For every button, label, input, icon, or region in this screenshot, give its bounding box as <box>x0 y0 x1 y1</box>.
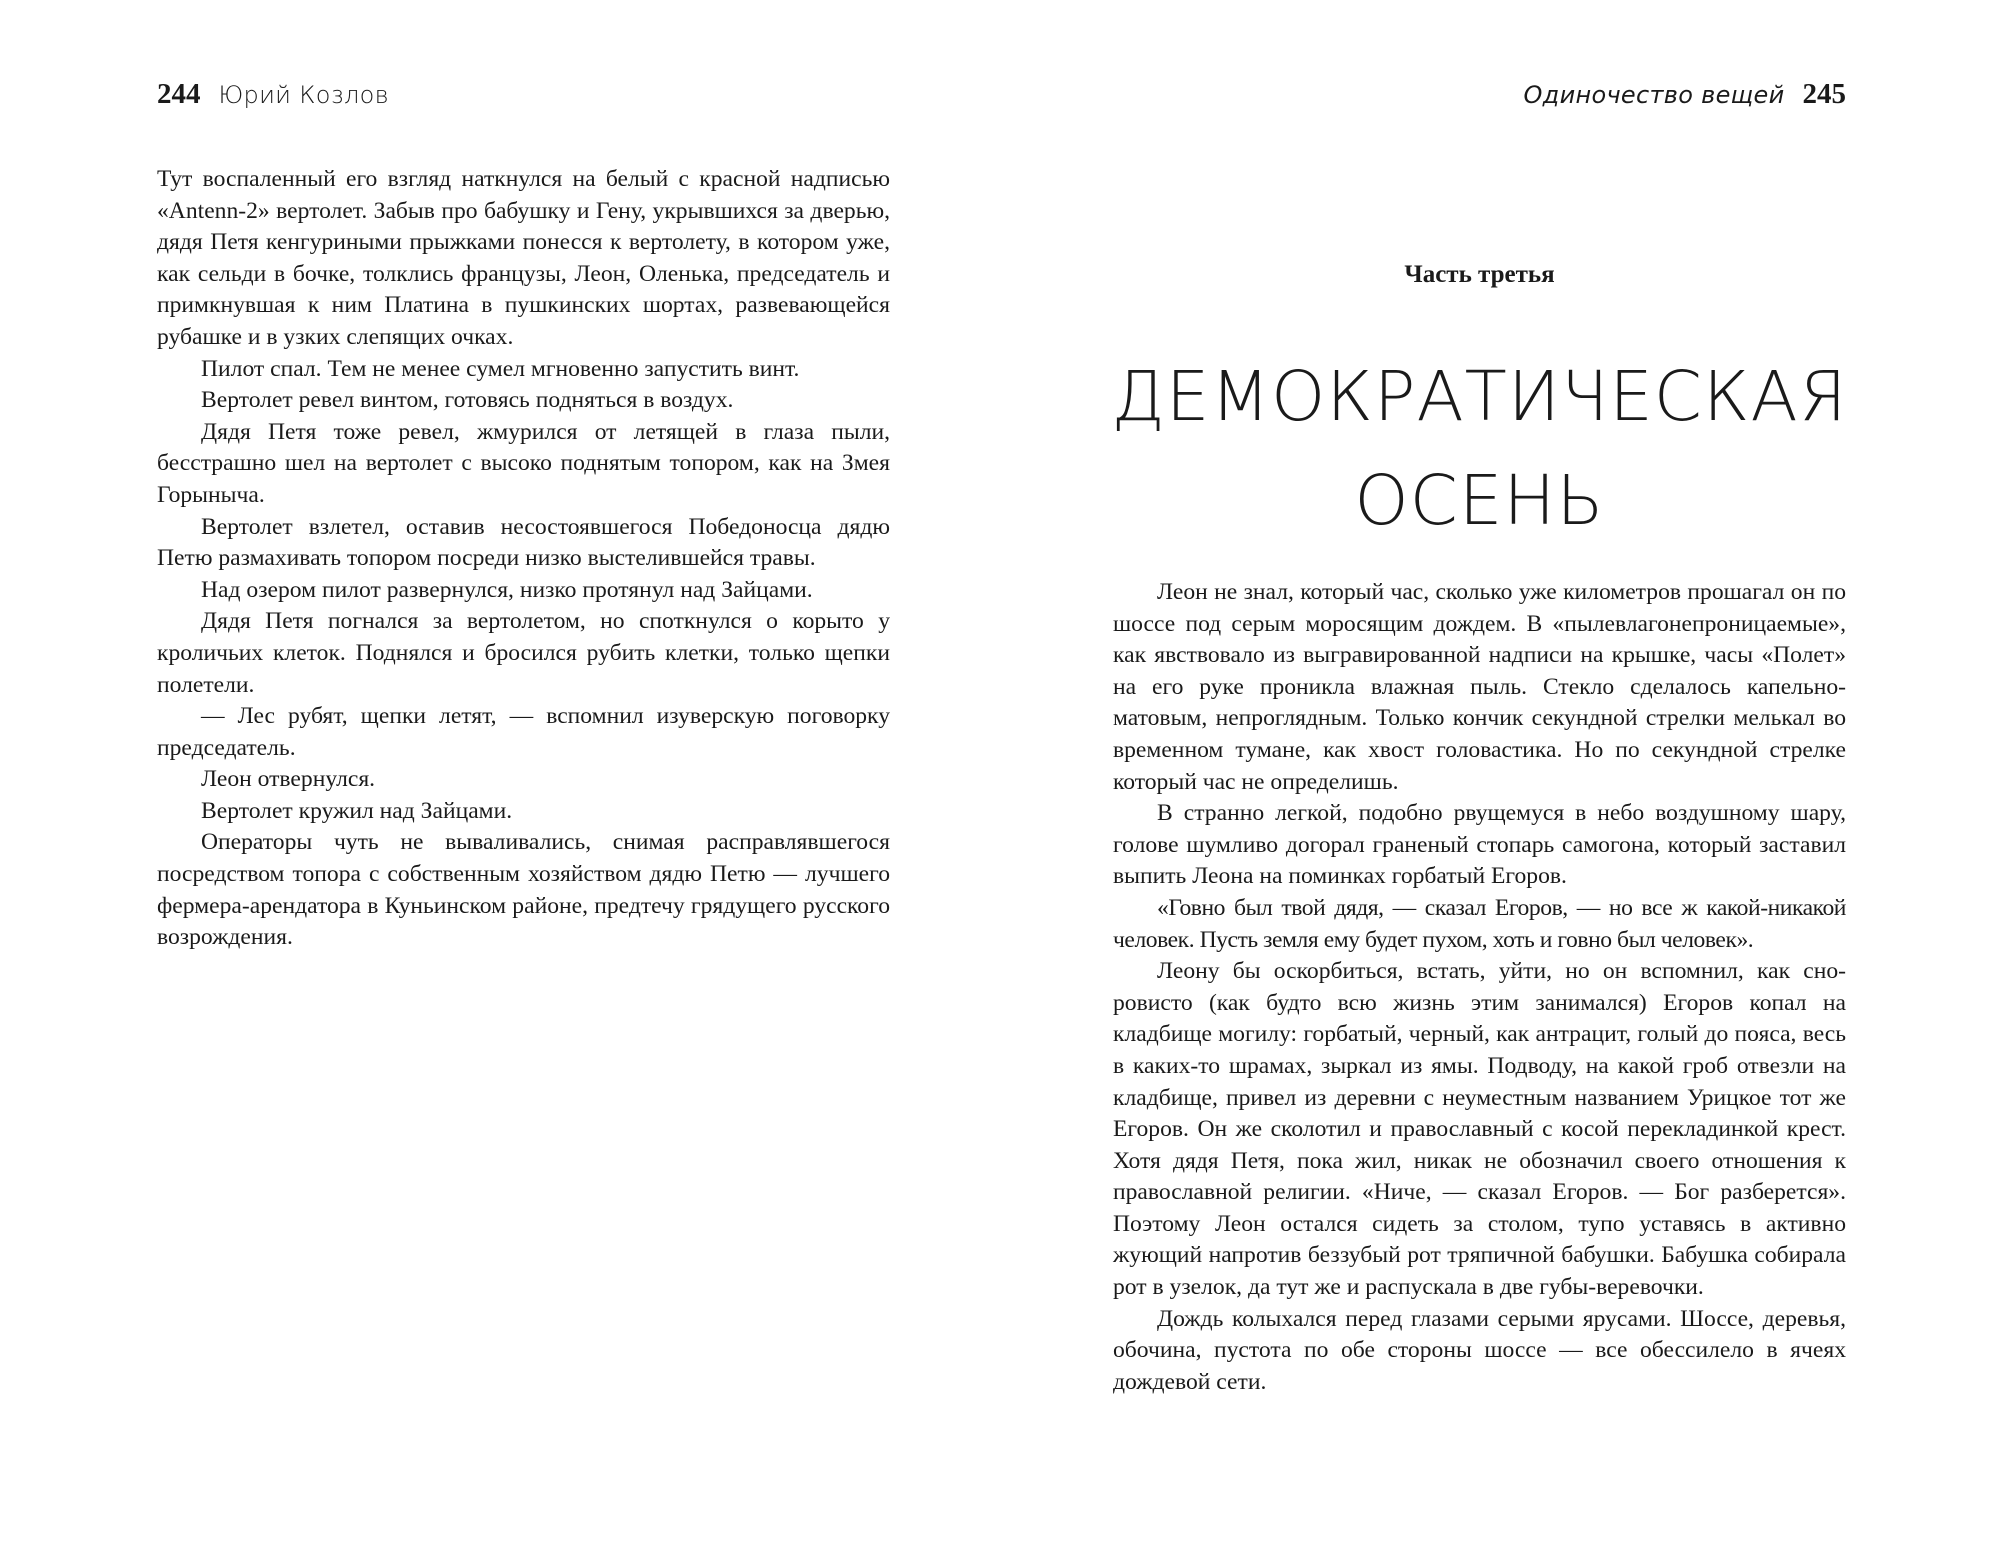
right-running-head <box>1113 76 1846 116</box>
right-paragraph-3: «Говно был твой дядя, — сказал Егоров, — но все ж какой-никакой человек. Пусть земля ему будет пухом, хоть и говно был человек». <box>1113 894 1846 953</box>
right-paragraph-1: Леон не знал, который час, сколько уже километров прошагал он по шоссе под серым моросящим дождем. В «пылевлагонепроницаемые», как явствовало из выгравированной надписи на крышке, часы «Полет» на его руке проникла влажная пыль. Стекло сделалось капельно-матовым, непроглядным. Только кончик секундной стрелки мелькал во временном тумане, как хвост головастика. Но по секундной стрелке который час не определишь. <box>1113 579 1846 795</box>
left-paragraph-11: Операторы чуть не вываливались, снимая расправлявшегося посредством топора с собственным хозяйством дядю Петю — лучшего фермера-арендатора в Куньинском районе, предтечу грядущего русского возрождения. <box>157 829 890 951</box>
chapter-title-line-1: ДЕМОКРАТИЧЕСКАЯ <box>1111 357 1848 437</box>
left-running-head <box>157 76 890 116</box>
part-label: Часть третья <box>1404 261 1555 288</box>
right-paragraph-2: В странно легкой, подобно рвущемуся в небо воздушному шару, голове шумливо догорал граненый стопарь самогона, который заставил выпить Леона на поминках горбатый Егоров. <box>1113 800 1846 890</box>
right-paragraph-5: Дождь колыхался перед глазами серыми ярусами. Шоссе, деревья, обочина, пустота по обе стороны шоссе — все обессилело в ячеях дождевой сети. <box>1113 1305 1846 1395</box>
chapter-title <box>1093 345 1866 553</box>
left-paragraph-4: Дядя Петя тоже ревел, жмурился от летящей в глаза пыли, бесстрашно шел на вертолет с высоко поднятым топором, как на Змея Горыныча. <box>157 418 890 508</box>
left-page-number: 244 <box>157 78 201 110</box>
left-paragraph-1: Тут воспаленный его взгляд наткнулся на белый с красной надписью «Antenn-2» вертолет. Забыв про бабушку и Гену, укрывшихся за дверью, дядя Петя кенгуриными прыжками понесся к вертолету, в котором уже, как сельди в бочке, толклись французы, Леон, Оленька, председатель и примкнувшая к ним Платина в пушкинских шортах, развевающейся рубашке и в узких слепящих очках. <box>157 166 890 350</box>
left-page <box>157 0 890 1545</box>
left-paragraph-3: Вертолет ревел винтом, готовясь подняться в воздух. <box>201 387 734 414</box>
right-page-number: 245 <box>1802 78 1846 110</box>
left-paragraph-10: Вертолет кружил над Зайцами. <box>201 797 513 824</box>
chapter-title-line-2: ОСЕНЬ <box>1354 461 1605 541</box>
left-body-text <box>157 164 890 954</box>
left-running-head-author: Юрий Козлов <box>218 81 389 109</box>
left-paragraph-5: Вертолет взлетел, оставив несостоявшегося Победоносца дядю Петю размахивать топором посреди низко выстелившейся травы. <box>157 513 890 572</box>
left-paragraph-8: — Лес рубят, щепки летят, — вспомнил изуверскую поговорку председатель. <box>157 703 890 761</box>
left-paragraph-6: Над озером пилот развернулся, низко протянул над Зайцами. <box>201 576 813 603</box>
right-running-head-title: Одиночество вещей <box>1523 81 1785 109</box>
left-paragraph-9: Леон отвернулся. <box>201 766 376 793</box>
right-page <box>1113 0 1846 1545</box>
right-body-text <box>1113 577 1846 1398</box>
left-paragraph-7: Дядя Петя погнался за вертолетом, но споткнулся о корыто у кроличьих клеток. Поднялся и бросился рубить клетки, только щепки полетели. <box>157 608 890 698</box>
left-paragraph-2: Пилот спал. Тем не менее сумел мгновенно запустить винт. <box>201 355 800 382</box>
right-paragraph-4: Леону бы оскорбиться, встать, уйти, но он вспомнил, как сноровисто (как будто всю жизнь этим занимался) Егоров копал на кладбище могилу: горбатый, черный, как антрацит, голый до пояса, весь в каких-то шрамах, зыркал из ямы. Подводу, на какой гроб отвезли на кладбище, привел из деревни с неуместным названием Урицкое тот же Егоров. Он же сколотил и православный с косой перекладинкой крест. Хотя дядя Петя, пока жил, никак не обозначил своего отношения к православной религии. «Ниче, — сказал Егоров. — Бог разберется». Поэтому Леон остался сидеть за столом, тупо уставясь в активно жующий напротив беззубый рот тряпичной бабушки. Бабушка собирала рот в узелок, да тут же и распускала в две губы-веревочки. <box>1113 958 1846 1301</box>
